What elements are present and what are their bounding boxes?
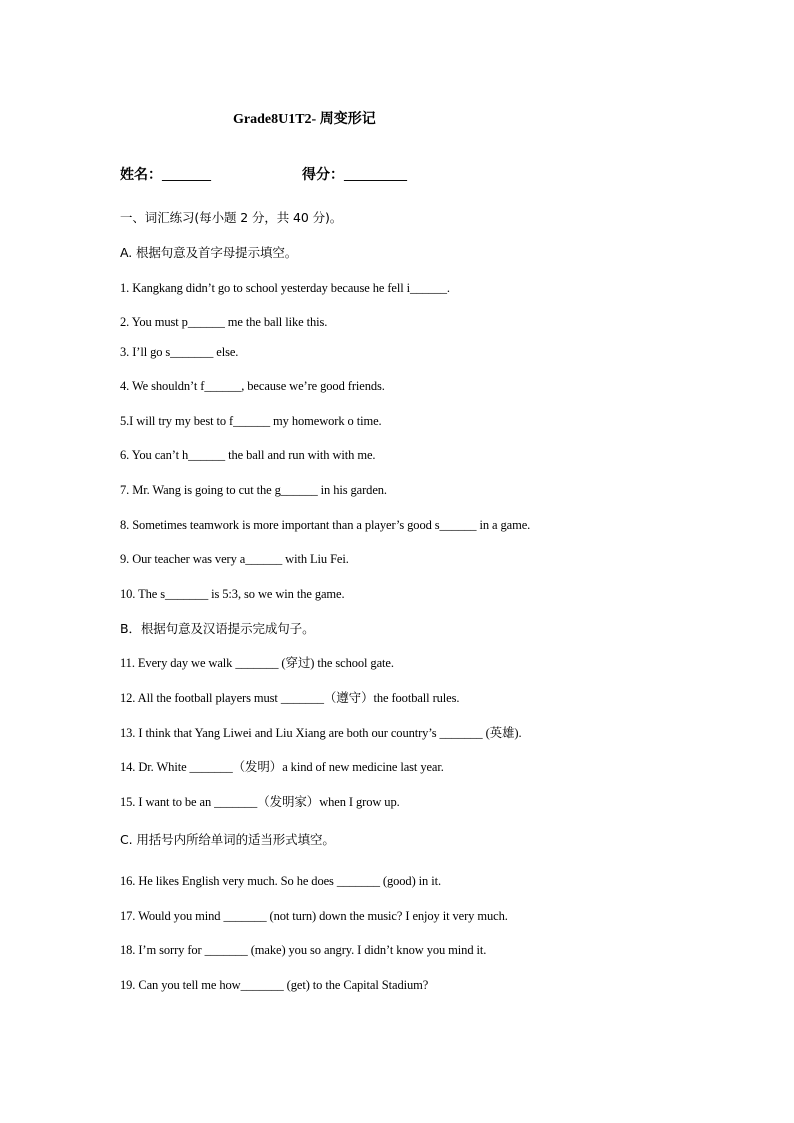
question-19: 19. Can you tell me how_______ (get) to the Capital Stadium?	[120, 978, 429, 992]
question-15: 15. I want to be an _______（发明家）when I grow up.	[120, 795, 400, 809]
question-11: 11. Every day we walk _______ (穿过) the school gate.	[120, 656, 394, 670]
question-4: 4. We shouldn’t f______, because we’re good friends.	[120, 379, 385, 393]
section-heading-c: C. 用括号内所给单词的适当形式填空。	[120, 832, 335, 847]
question-12: 12. All the football players must _______（遵守）the football rules.	[120, 691, 460, 705]
section-heading-b: B．根据句意及汉语提示完成句子。	[120, 621, 315, 636]
question-17: 17. Would you mind _______ (not turn) down the music? I enjoy it very much.	[120, 909, 508, 923]
question-14: 14. Dr. White _______（发明）a kind of new medicine last year.	[120, 760, 444, 774]
score-field-label: 得分：_________	[302, 168, 407, 183]
question-1: 1. Kangkang didn’t go to school yesterday because he fell i______.	[120, 281, 450, 295]
question-8: 8. Sometimes teamwork is more important than a player’s good s______ in a game.	[120, 518, 531, 532]
question-3: 3. I’ll go s_______ else.	[120, 345, 239, 359]
page-title: Grade8U1T2- 周变形记	[233, 112, 376, 127]
question-5: 5.I will try my best to f______ my homework o time.	[120, 414, 382, 428]
question-7: 7. Mr. Wang is going to cut the g______ in his garden.	[120, 483, 387, 497]
question-18: 18. I’m sorry for _______ (make) you so angry. I didn’t know you mind it.	[120, 943, 487, 957]
question-16: 16. He likes English very much. So he does _______ (good) in it.	[120, 874, 441, 888]
section-heading-vocabulary: 一、词汇练习(每小题 2 分，共 40 分)。	[120, 210, 343, 225]
question-2: 2. You must p______ me the ball like this.	[120, 315, 328, 329]
section-heading-a: A. 根据句意及首字母提示填空。	[120, 245, 298, 260]
question-13: 13. I think that Yang Liwei and Liu Xiang are both our country’s _______ (英雄).	[120, 726, 522, 740]
question-6: 6. You can’t h______ the ball and run with with me.	[120, 448, 376, 462]
name-field-label: 姓名：_______	[120, 168, 211, 183]
question-9: 9. Our teacher was very a______ with Liu Fei.	[120, 552, 349, 566]
question-10: 10. The s_______ is 5:3, so we win the game.	[120, 587, 345, 601]
